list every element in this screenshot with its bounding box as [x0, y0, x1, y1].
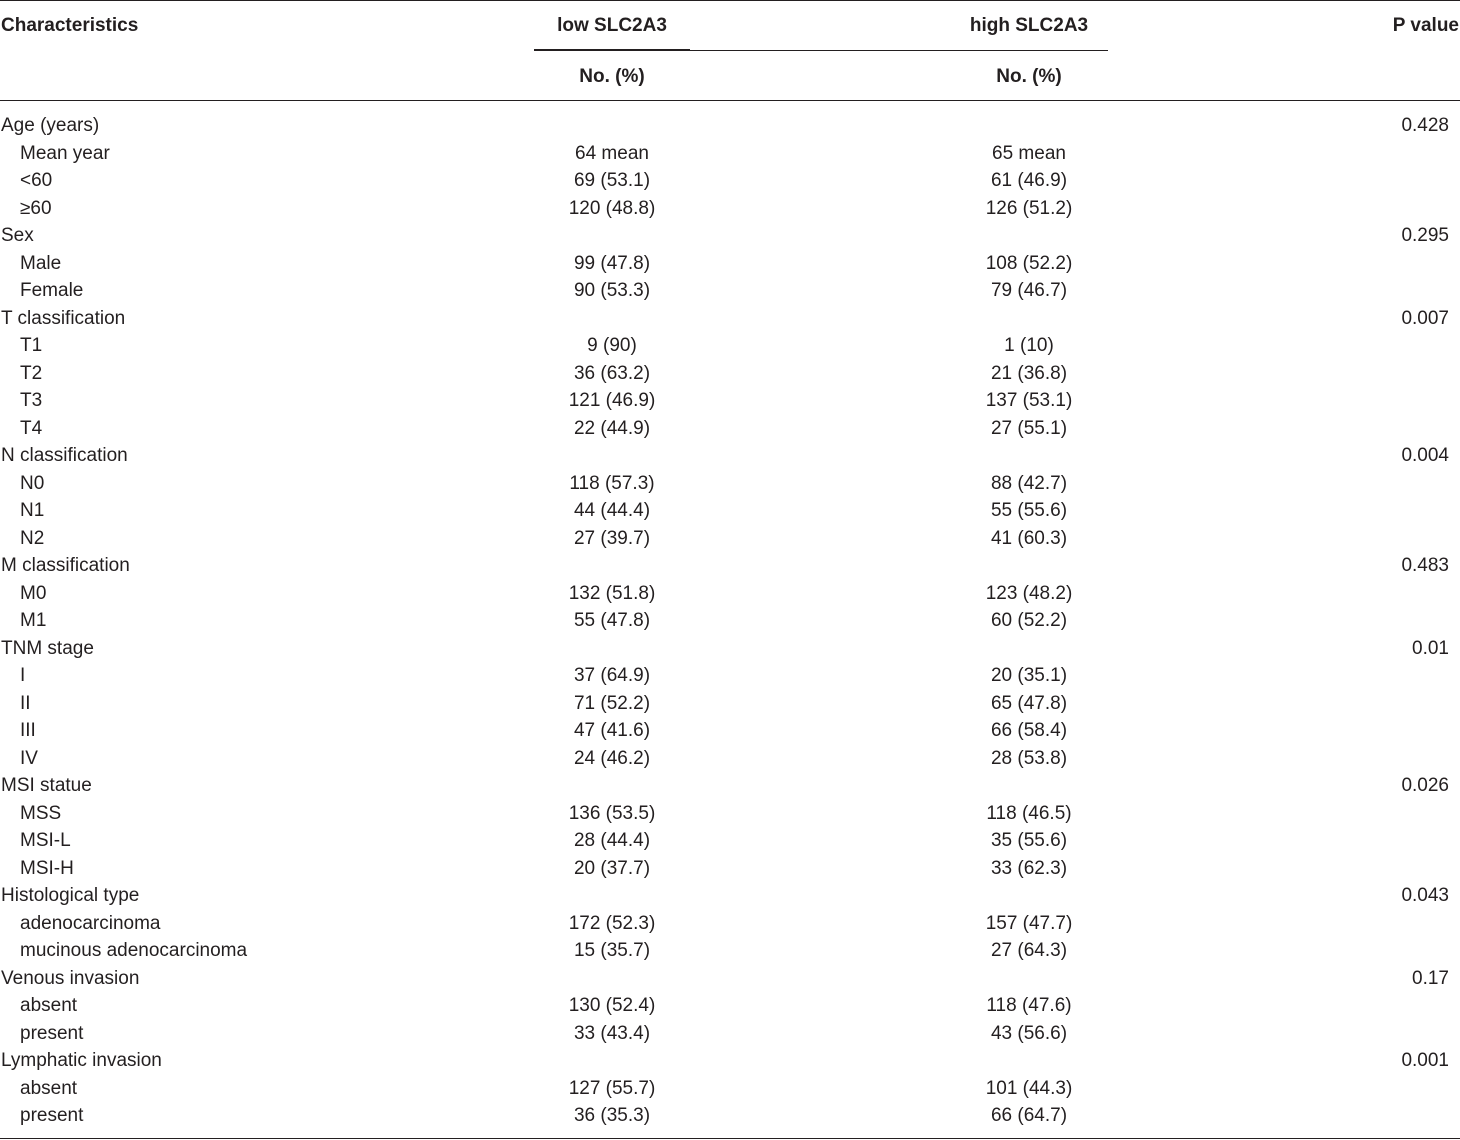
- low-slc2a3-value: 55 (47.8): [573, 610, 651, 631]
- row-sublabel: present: [20, 1022, 84, 1044]
- row-sublabel: T4: [20, 417, 43, 439]
- header-high-slc2a3: high SLC2A3: [969, 15, 1089, 36]
- table-top-rule: [0, 0, 1460, 1]
- high-slc2a3-value: 35 (55.6): [990, 830, 1068, 851]
- p-value: 0.17: [1412, 967, 1449, 989]
- row-category-label: Venous invasion: [1, 967, 140, 989]
- row-category-label: T classification: [1, 307, 126, 329]
- subheader-high-count: No. (%): [996, 66, 1062, 87]
- header-p-value: P value: [1392, 15, 1459, 36]
- row-sublabel: Female: [20, 280, 84, 301]
- row-sublabel: T2: [20, 362, 43, 384]
- row-sublabel: <60: [20, 170, 53, 191]
- row-category-label: N classification: [1, 445, 128, 466]
- high-slc2a3-value: 118 (46.5): [986, 802, 1072, 824]
- high-slc2a3-value: 27 (55.1): [990, 417, 1068, 439]
- row-sublabel: M0: [20, 582, 47, 604]
- high-slc2a3-value: 27 (64.3): [990, 940, 1068, 961]
- p-value: 0.007: [1401, 307, 1449, 329]
- high-slc2a3-value: 28 (53.8): [990, 747, 1068, 769]
- high-slc2a3-value: 43 (56.6): [990, 1022, 1068, 1044]
- high-slc2a3-value: 21 (36.8): [990, 362, 1068, 384]
- low-slc2a3-value: 33 (43.4): [573, 1022, 651, 1044]
- row-sublabel: adenocarcinoma: [20, 912, 161, 934]
- high-slc2a3-value: 66 (58.4): [990, 720, 1068, 741]
- row-sublabel: MSI-L: [20, 830, 71, 851]
- row-sublabel: Mean year: [20, 142, 110, 164]
- low-slc2a3-value: 64 mean: [575, 142, 649, 164]
- high-slc2a3-value: 108 (52.2): [985, 252, 1073, 274]
- header-bottom-rule: [0, 100, 1460, 101]
- high-slc2a3-value: 33 (62.3): [990, 857, 1068, 879]
- p-value: 0.043: [1401, 885, 1449, 906]
- high-slc2a3-value: 123 (48.2): [985, 582, 1073, 604]
- header-group-rule: [534, 50, 1108, 51]
- high-slc2a3-value: 137 (53.1): [985, 390, 1073, 411]
- row-category-label: MSI statue: [1, 775, 92, 796]
- row-sublabel: III: [20, 720, 36, 741]
- high-slc2a3-value: 157 (47.7): [985, 912, 1073, 934]
- low-slc2a3-value: 37 (64.9): [573, 665, 651, 686]
- p-value: 0.428: [1401, 115, 1449, 136]
- low-slc2a3-value: 44 (44.4): [573, 500, 651, 521]
- low-slc2a3-value: 69 (53.1): [573, 170, 651, 191]
- row-sublabel: M1: [20, 610, 47, 631]
- row-sublabel: I: [20, 665, 26, 686]
- row-sublabel: T1: [20, 335, 43, 356]
- low-slc2a3-value: 71 (52.2): [573, 692, 651, 714]
- row-sublabel: Male: [20, 252, 62, 274]
- high-slc2a3-value: 66 (64.7): [990, 1105, 1068, 1126]
- row-category-label: Histological type: [1, 885, 140, 906]
- row-sublabel: MSS: [20, 802, 62, 824]
- low-slc2a3-value: 22 (44.9): [573, 417, 651, 439]
- high-slc2a3-value: 41 (60.3): [990, 527, 1068, 549]
- low-slc2a3-value: 36 (63.2): [573, 362, 651, 384]
- row-sublabel: MSI-H: [20, 857, 74, 879]
- row-sublabel: T3: [20, 390, 43, 411]
- row-sublabel: absent: [20, 1077, 78, 1099]
- low-slc2a3-value: 118 (57.3): [569, 472, 655, 494]
- row-sublabel: ≥60: [20, 197, 52, 219]
- p-value: 0.483: [1401, 555, 1449, 576]
- high-slc2a3-value: 88 (42.7): [990, 472, 1068, 494]
- p-value: 0.026: [1401, 775, 1449, 796]
- high-slc2a3-value: 65 (47.8): [990, 692, 1068, 714]
- subheader-low-count: No. (%): [579, 66, 645, 87]
- row-category-label: Lymphatic invasion: [1, 1050, 162, 1071]
- low-slc2a3-value: 172 (52.3): [568, 912, 656, 934]
- low-slc2a3-value: 9 (90): [587, 335, 637, 356]
- low-slc2a3-value: 20 (37.7): [573, 857, 651, 879]
- table-bottom-rule: [0, 1138, 1460, 1139]
- low-slc2a3-value: 36 (35.3): [573, 1105, 651, 1126]
- low-slc2a3-value: 132 (51.8): [568, 582, 656, 604]
- row-category-label: Age (years): [1, 115, 100, 136]
- high-slc2a3-value: 79 (46.7): [990, 280, 1068, 301]
- low-slc2a3-value: 127 (55.7): [568, 1077, 656, 1099]
- low-slc2a3-value: 120 (48.8): [568, 197, 656, 219]
- high-slc2a3-value: 55 (55.6): [990, 500, 1068, 521]
- row-category-label: M classification: [1, 555, 130, 576]
- p-value: 0.004: [1401, 445, 1449, 466]
- high-slc2a3-value: 1 (10): [1004, 335, 1054, 356]
- row-sublabel: IV: [20, 747, 38, 769]
- low-slc2a3-value: 90 (53.3): [573, 280, 651, 301]
- row-sublabel: N2: [20, 527, 45, 549]
- p-value: 0.001: [1401, 1050, 1449, 1071]
- high-slc2a3-value: 118 (47.6): [986, 995, 1072, 1016]
- low-slc2a3-value: 121 (46.9): [568, 390, 656, 411]
- row-sublabel: absent: [20, 995, 78, 1016]
- row-sublabel: II: [20, 692, 31, 714]
- high-slc2a3-value: 101 (44.3): [985, 1077, 1073, 1099]
- low-slc2a3-value: 24 (46.2): [573, 747, 651, 769]
- low-slc2a3-value: 136 (53.5): [568, 802, 656, 824]
- low-slc2a3-value: 27 (39.7): [573, 527, 651, 549]
- header-characteristics: Characteristics: [1, 15, 139, 36]
- row-sublabel: mucinous adenocarcinoma: [20, 940, 248, 961]
- p-value: 0.295: [1401, 225, 1449, 246]
- high-slc2a3-value: 60 (52.2): [990, 610, 1068, 631]
- low-slc2a3-value: 28 (44.4): [573, 830, 651, 851]
- low-slc2a3-value: 47 (41.6): [573, 720, 651, 741]
- row-sublabel: N1: [20, 500, 45, 521]
- p-value: 0.01: [1412, 637, 1449, 659]
- high-slc2a3-value: 126 (51.2): [985, 197, 1073, 219]
- low-slc2a3-value: 130 (52.4): [568, 995, 656, 1016]
- row-sublabel: present: [20, 1105, 84, 1126]
- header-low-slc2a3: low SLC2A3: [557, 15, 667, 36]
- low-slc2a3-value: 99 (47.8): [573, 252, 651, 274]
- row-sublabel: N0: [20, 472, 45, 494]
- row-category-label: TNM stage: [1, 637, 94, 659]
- high-slc2a3-value: 20 (35.1): [990, 665, 1068, 686]
- low-slc2a3-value: 15 (35.7): [573, 940, 651, 961]
- high-slc2a3-value: 61 (46.9): [990, 170, 1068, 191]
- high-slc2a3-value: 65 mean: [992, 142, 1066, 164]
- row-category-label: Sex: [1, 225, 34, 246]
